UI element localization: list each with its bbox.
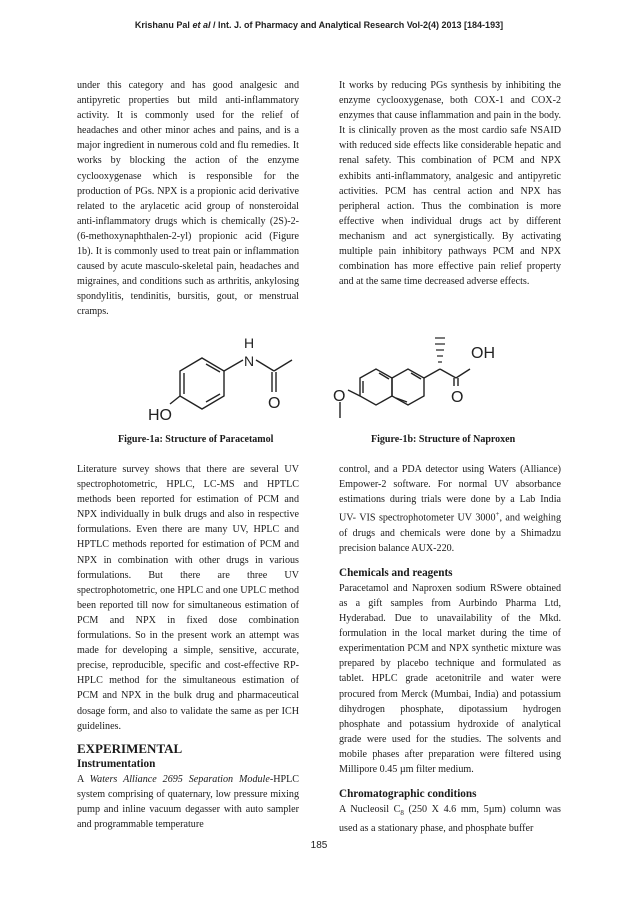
- figure-1a-caption: Figure-1a: Structure of Paracetamol: [118, 434, 274, 445]
- instr-prefix: A: [77, 773, 90, 785]
- paragraph-paracetamol-naproxen: under this category and has good analgesic and antipyretic properties but mild anti-inflammatory activity. It is commonly used for the relief of headaches and other minor aches and pains, and is a major ingredient in numerous cold and flu remedies. It works by blocking the action of the enzyme cyclooxygenase which is responsible for the production of PGs. NPX is a propionic acid derivative related to the arylacetic acid group of nonsteroidal anti-inflammatory drugs which is chemically (2S)-2-(6-methoxynaphthalen-2-yl) propionic acid (Figure 1b). It is commonly used to treat pain or inflammation caused by acute masculo-skeletal pain, headaches and migraines, and conditions such as arthritis, ankylosing spondylitis, tendinitis, bursitis, gout, or menstrual cramps.: [77, 80, 299, 318]
- instr-rest: -HPLC system comprising of quaternary, low pressure mixing pump and inline vacuum degasser with auto sampler and programmable temperature: [77, 773, 299, 830]
- paracetamol-structure: [140, 328, 310, 428]
- paragraph-literature-survey: Literature survey shows that there are several UV spectrophotometric, HPLC, LC-MS and HPTLC methods been reported for estimation of PCM and NPX individually in bulk drugs and also in respective formulations. Even there are many UV, HPLC and HPTLC methods reported for estimation of PCM and NPX in combination with other drugs in various formulations. But there are three UV spectrophotometric, one HPLC and one UPLC method been reported till now for simultaneous estimation of PCM and NPX in fixed dose combination formulations. So in the present work an attempt was made for developing a simple, sensitive, accurate, precise, reproducible, specific and cost-effective RP-HPLC method for the simultaneous estimation of PCM and NPX in the bulk drug and pharmaceutical dosage form, and also to validate the same as per ICH guidelines.: [77, 464, 299, 732]
- instr-module-name: Waters Alliance 2695 Separation Module: [89, 773, 270, 785]
- heading-experimental: EXPERIMENTAL: [77, 740, 183, 756]
- left-column-bottom: [77, 462, 299, 832]
- header-etal: et al: [192, 20, 211, 30]
- heading-instrumentation: Instrumentation: [77, 757, 156, 770]
- label-o: O: [268, 395, 281, 412]
- right-column-bottom: [339, 462, 561, 836]
- column-text-b: (250 X 4.6 mm, 5µm) column was used as a stationary phase, and phosphate buffer: [339, 804, 561, 835]
- paragraph-chromatographic: [339, 802, 561, 836]
- label-oh: OH: [471, 345, 495, 362]
- detector-text-a: control, and a PDA detector using Waters (Alliance) Empower-2 software. For normal UV absorbance estimations during trials were done by a Lab India UV- VIS spectrophotometer UV 3000: [339, 464, 561, 524]
- paragraph-instrumentation: [77, 772, 299, 832]
- detector-text-b: , and weighing of drugs and chemicals were done by a Shimadzu precision balance AUX-220.: [339, 512, 561, 554]
- label-n: N: [244, 353, 255, 369]
- heading-chemicals: Chemicals and reagents: [339, 566, 453, 579]
- paragraph-mechanism: It works by reducing PGs synthesis by inhibiting the enzyme cyclooxygenase, both COX-1 and COX-2 enzymes that cause inflammation and pain in the body. It is clinically proven as the most cardio safe NSAID with reduced side effects like considerable hepatic and renal safety. This combination of PCM and NPX exhibits anti-inflammatory, analgesic and antipyretic activities. PCM has central action and NPX has peripheral action. Thus the combination is more effective when individual drugs act by different mechanism and act synergistically. By activating multiple pain inhibitory pathways PCM and NPX combination has more effective pain relief property and at the same time decreased adverse effects.: [339, 80, 561, 288]
- header-journal: / Int. J. of Pharmacy and Analytical Research Vol-2(4) 2013 [184-193]: [210, 20, 504, 30]
- column-sub: 8: [400, 809, 404, 818]
- header-authors: Krishanu Pal: [134, 20, 193, 30]
- label-ho: HO: [148, 407, 172, 424]
- paragraph-chemicals: Paracetamol and Naproxen sodium RSwere obtained as a gift samples from Aurbindo Pharma Ltd, Hyderabad. Due to unavailability of the Mkd. formulation in the local market during the time of experimentation PCM and NPX synthetic mixture was prepared by placebo technique and formulated as tablet. HPLC grade acetonitrile and water were procured from Merck (Mumbai, India) and potassium dihydrogen phosphate, dipotassium hydrogen phosphate and potassium hydroxide of analytical grade were used for the studies. The solvents and mobile phases after preparation were filtered using Millipore 0.45 µm filter medium.: [339, 582, 561, 776]
- figure-1b-caption: Figure-1b: Structure of Naproxen: [371, 434, 516, 445]
- running-header: [0, 20, 638, 30]
- right-column-top: [339, 78, 561, 289]
- label-methoxy-o: O: [333, 388, 346, 405]
- left-column-top: [77, 78, 299, 320]
- page-number: 185: [310, 840, 328, 851]
- heading-chromatographic: Chromatographic conditions: [339, 788, 477, 801]
- column-text-a: A Nucleosil C: [339, 804, 401, 816]
- detector-sup: +: [495, 510, 500, 519]
- label-carbonyl-o: O: [451, 389, 464, 406]
- naproxen-structure: [330, 318, 530, 428]
- paragraph-detector: [339, 462, 561, 556]
- label-h: H: [244, 335, 255, 351]
